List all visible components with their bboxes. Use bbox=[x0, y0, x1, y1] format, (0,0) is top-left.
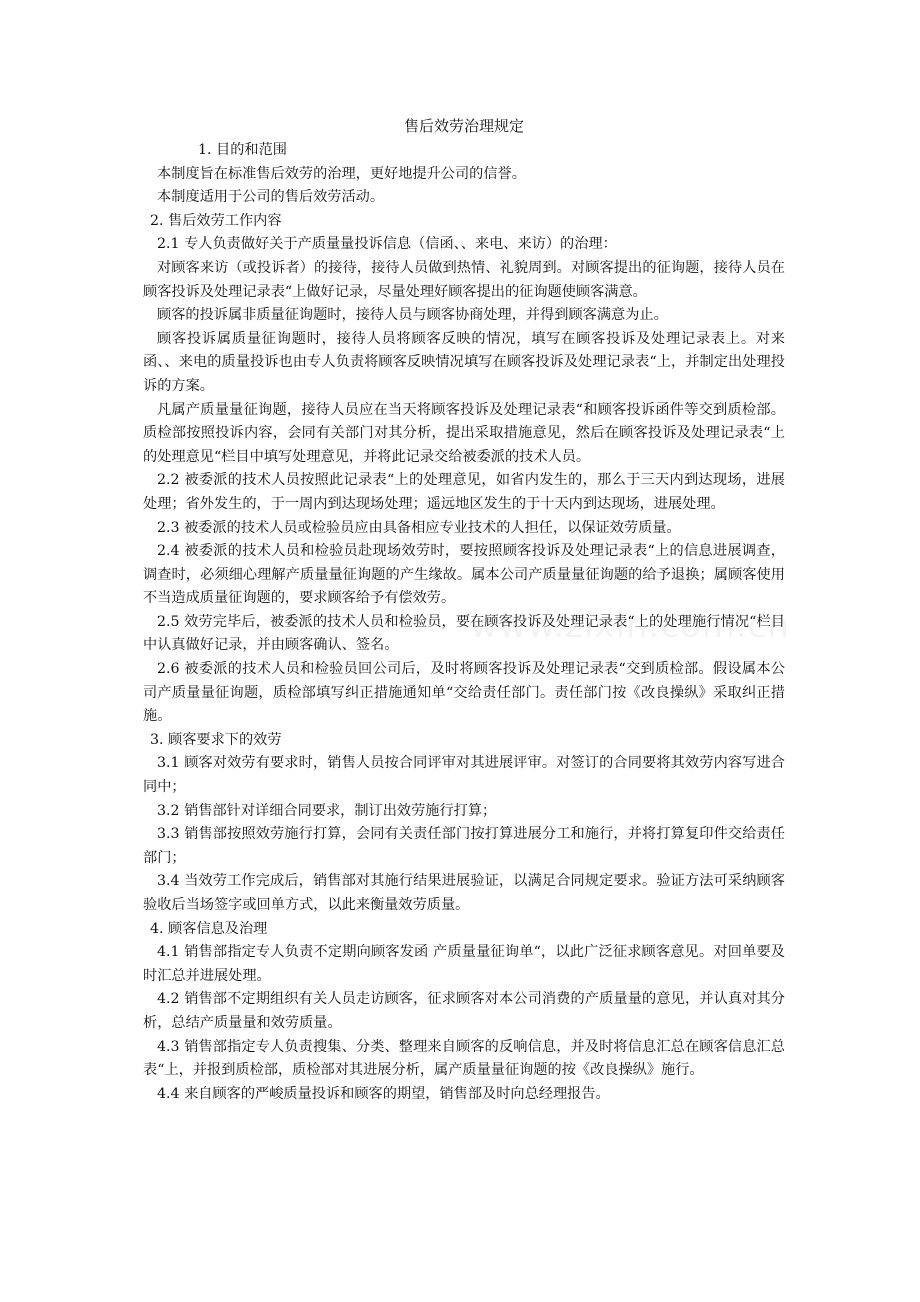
paragraph: 2.2 被委派的技术人员按照此记录表“上的处理意见，如省内发生的，那么于三天内到达现场，进展处理；省外发生的，于一周内到达现场处理；遥远地区发生的于十天内到达现场，进展处理。 bbox=[143, 472, 785, 512]
paragraph: 3.1 顾客对效劳有要求时，销售人员按合同评审对其进展评审。对签订的合同要将其效劳内容写进合同中； bbox=[143, 755, 785, 796]
paragraph: 4.3 销售部指定专人负责搜集、分类、整理来自顾客的反响信息，并及时将信息汇总在顾客信息汇总表“上，并报到质检部，质检部对其进展分析，属产质量量征询题的按《改良操纵》施行。 bbox=[143, 1038, 785, 1079]
document-page bbox=[143, 114, 785, 1106]
document-title: 售后效劳治理规定 bbox=[403, 117, 524, 135]
paragraph: 4.1 销售部指定专人负责不定期向顾客发函 产质量量征询单“，以此广泛征求顾客意见。对回单要及时汇总并进展处理。 bbox=[143, 944, 785, 984]
paragraph: 顾客的投诉属非质量征询题时，接待人员与顾客协商处理，并得到顾客满意为止。 bbox=[157, 307, 668, 324]
paragraph: 3.4 当效劳工作完成后，销售部对其施行结果进展验证，以满足合同规定要求。验证方法可采纳顾客验收后当场签字或回单方式，以此来衡量效劳质量。 bbox=[143, 873, 785, 913]
paragraph: 本制度旨在标准售后效劳的治理，更好地提升公司的信誉。 bbox=[157, 165, 526, 182]
paragraph: 2.1 专人负责做好关于产质量量投诉信息（信函、、来电、来访）的治理： bbox=[157, 236, 617, 253]
section-heading: 3. 顾客要求下的效劳 bbox=[150, 731, 282, 748]
paragraph: 对顾客来访（或投诉者）的接待，接待人员做到热情、礼貌周到。对顾客提出的征询题，接待人员在顾客投诉及处理记录表“上做好记录，尽量处理好顾客提出的征询题使顾客满意。 bbox=[143, 259, 785, 300]
paragraph: 2.5 效劳完毕后，被委派的技术人员和检验员，要在顾客投诉及处理记录表“上的处理施行情况“栏目中认真做好记录，并由顾客确认、签名。 bbox=[143, 613, 785, 654]
paragraph: 2.4 被委派的技术人员和检验员赴现场效劳时，要按照顾客投诉及处理记录表“上的信息进展调查，调查时，必须细心理解产质量量征询题的产生缘故。属本公司产质量量征询题的给予退换；属顾客使用不当造成质量征询题的，要求顾客给予有偿效劳。 bbox=[143, 543, 785, 607]
paragraph: 本制度适用于公司的售后效劳活动。 bbox=[157, 189, 385, 206]
section-heading: 1. 目的和范围 bbox=[198, 142, 287, 158]
paragraph: 4.2 销售部不定期组织有关人员走访顾客，征求顾客对本公司消费的产质量量的意见，并认真对其分析，总结产质量量和效劳质量。 bbox=[143, 991, 785, 1031]
document-body bbox=[143, 139, 785, 1106]
paragraph: 顾客投诉属质量征询题时，接待人员将顾客反映的情况，填写在顾客投诉及处理记录表上。对来函、、来电的质量投诉也由专人负责将顾客反映情况填写在顾客投诉及处理记录表“上，并制定出处理投诉的方案。 bbox=[143, 330, 785, 394]
paragraph: 3.2 销售部针对详细合同要求，制订出效劳施行打算； bbox=[157, 802, 497, 819]
paragraph: 2.3 被委派的技术人员或检验员应由具备相应专业技术的人担任，以保证效劳质量。 bbox=[157, 519, 681, 536]
paragraph: 凡属产质量量征询题，接待人员应在当天将顾客投诉及处理记录表“和顾客投诉函件等交到质检部。质检部按照投诉内容，会同有关部门对其分析，提出采取措施意见，然后在顾客投诉及处理记录表“上的处理意见“栏目中填写处理意见，并将此记录交给被委派的技术人员。 bbox=[143, 401, 785, 465]
paragraph: 2.6 被委派的技术人员和检验员回公司后，及时将顾客投诉及处理记录表“交到质检部。假设属本公司产质量量征询题，质检部填写纠正措施通知单“交给责任部门。责任部门按《改良操纵》采取纠正措施。 bbox=[143, 661, 785, 725]
paragraph: 4.4 来自顾客的严峻质量投诉和顾客的期望，销售部及时向总经理报告。 bbox=[157, 1085, 610, 1102]
paragraph: 3.3 销售部按照效劳施行打算，会同有关责任部门按打算进展分工和施行，并将打算复印件交给责任部门； bbox=[143, 826, 785, 866]
section-heading: 4. 顾客信息及治理 bbox=[150, 920, 268, 937]
section-heading: 2. 售后效劳工作内容 bbox=[150, 212, 282, 229]
